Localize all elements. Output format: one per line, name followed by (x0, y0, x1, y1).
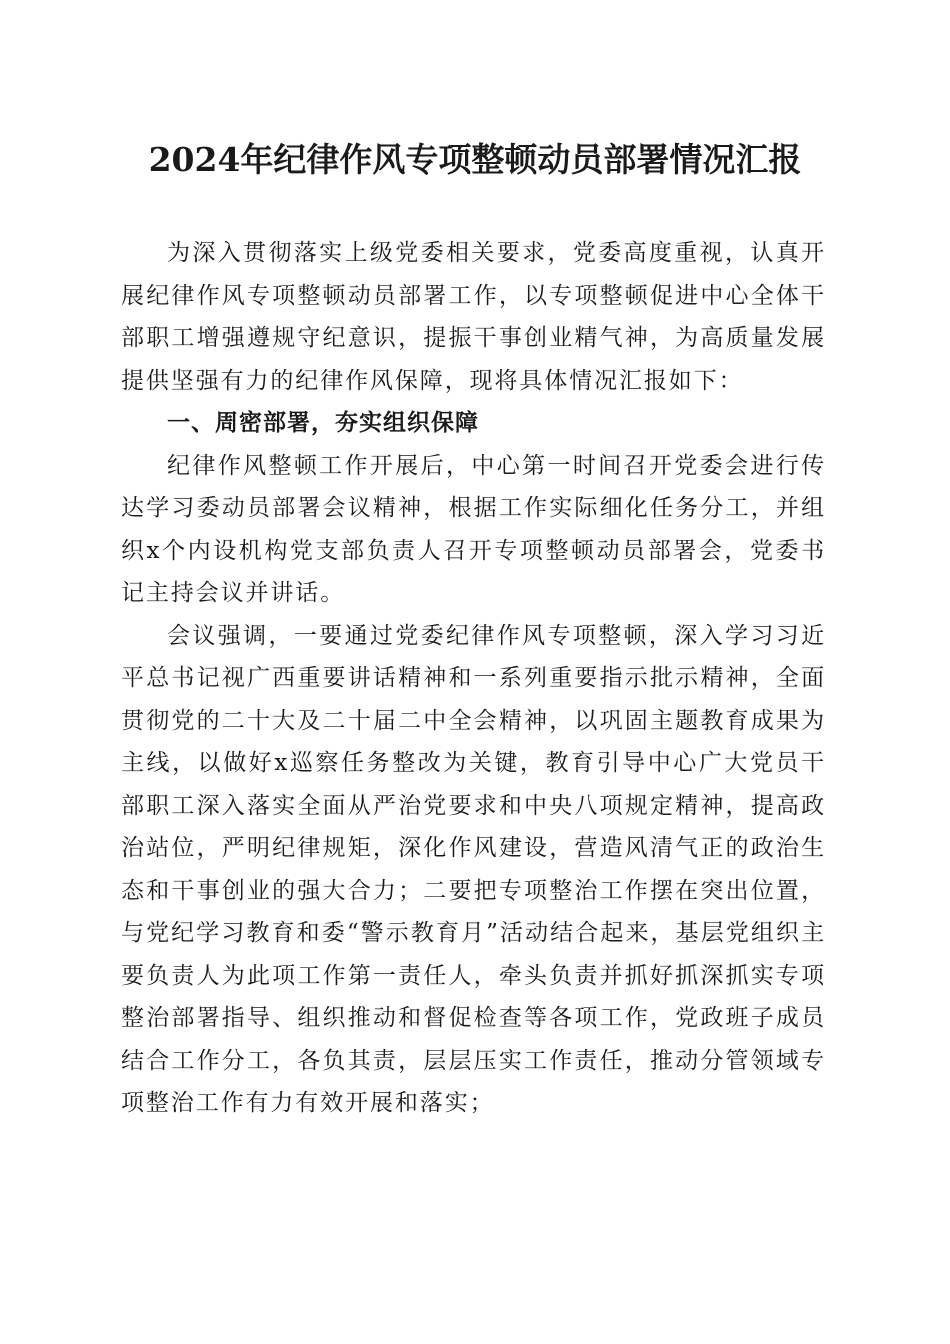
section1-paragraph-1: 纪律作风整顿工作开展后，中心第一时间召开党委会进行传达学习委动员部署会议精神，根据工作实际细化任务分工，并组织x个内设机构党支部负责人召开专项整顿动员部署会，党委书记主持会议并讲话。 (121, 452, 826, 606)
section1-paragraph-2: 会议强调，一要通过党委纪律作风专项整顿，深入学习习近平总书记视广西重要讲话精神和一系列重要指示批示精神，全面贯彻党的二十大及二十届二中全会精神，以巩固主题教育成果为主线，以做好x巡察任务整改为关键，教育引导中心广大党员干部职工深入落实全面从严治党要求和中央八项规定精神，提高政治站位，严明纪律规矩，深化作风建设，营造风清气正的政治生态和干事创业的强大合力；二要把专项整治工作摆在突出位置，与党纪学习教育和委“警示教育月”活动结合起来，基层党组织主要负责人为此项工作第一责任人，牵头负责并抓好抓深抓实专项整治部署指导、组织推动和督促检查等各项工作，党政班子成员结合工作分工，各负其责，层层压实工作责任，推动分管领域专项整治工作有力有效开展和落实； (121, 622, 826, 1116)
section-heading-1: 一、周密部署，夯实组织保障 (167, 410, 479, 436)
document-body (121, 232, 826, 1125)
intro-paragraph: 为深入贯彻落实上级党委相关要求，党委高度重视，认真开展纪律作风专项整顿动员部署工作，以专项整顿促进中心全体干部职工增强遵规守纪意识，提振干事创业精气神，为高质量发展提供坚强有力的纪律作风保障，现将具体情况汇报如下： (121, 240, 826, 394)
document-title: 2024年纪律作风专项整顿动员部署情况汇报 (148, 140, 802, 179)
